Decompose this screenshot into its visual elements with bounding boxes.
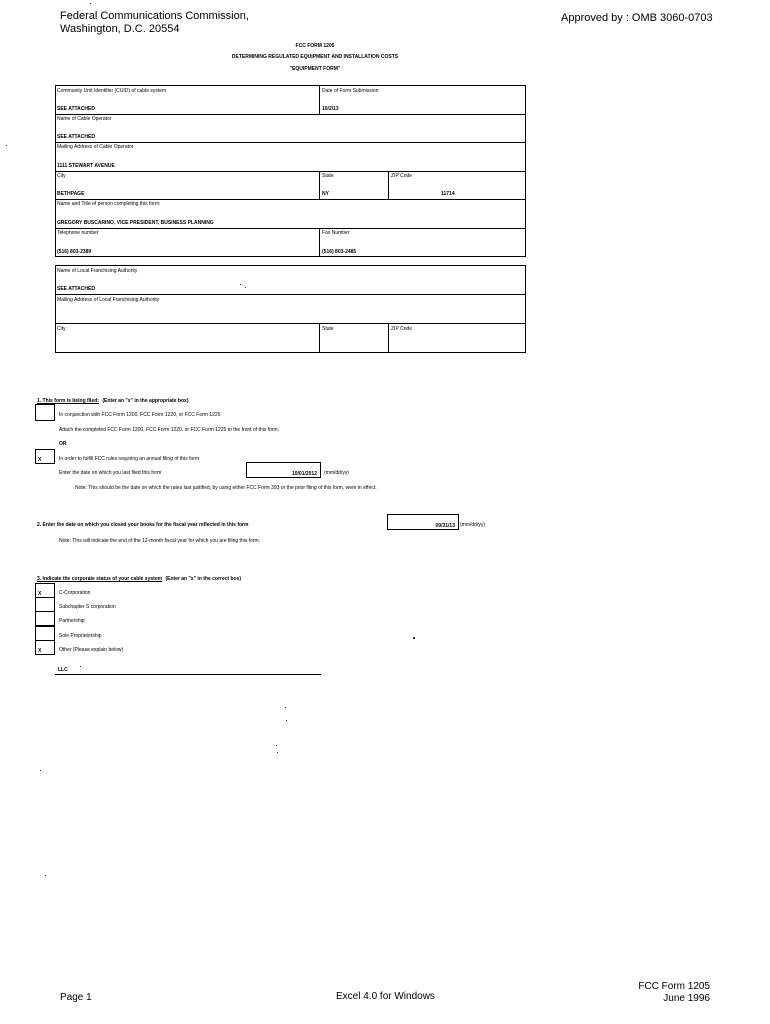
q3-instruction: (Enter an "x" in the correct box) [165,576,242,582]
telephone-label: Telephone number [57,230,99,236]
submission-date-label: Date of Form Submission [322,88,379,94]
q2-date-value: 09/31/13 [435,523,455,529]
q1-option-b-checkbox[interactable] [35,449,55,464]
q1-date-prompt: Enter the date on which you last filed this form [59,470,162,476]
lfa-state-label: State [322,326,334,332]
q3-sole-prop-label: Sole Proprietorship [59,633,102,639]
q3-partnership-label: Partnership [59,618,85,624]
operator-name-label: Name of Cable Operator [57,116,112,122]
q1-attach-note: Attach the completed FCC Form 1200, FCC Form 1220, or FCC Form 1225 to the front of this form. [59,427,280,433]
footer-form-name: FCC Form 1205 [638,981,710,992]
form-subtitle: "EQUIPMENT FORM" [289,66,341,72]
lfa-name-label: Name of Local Franchising Authority [57,268,138,274]
form-title: DETERMINING REGULATED EQUIPMENT AND INSTALLATION COSTS [231,54,399,60]
q2-date-field[interactable] [387,514,459,530]
preparer-label: Name and Title of person completing this form: [57,201,161,207]
q1-or-label: OR [59,441,67,447]
q3-other-checkbox[interactable] [35,640,55,655]
q2-title: 2. Enter the date on which you closed your books for the fiscal year reflected in this form [37,522,249,528]
operator-zip-value: 11714 [441,191,455,197]
q3-c-corp-checkbox[interactable] [35,583,55,598]
q1-date-field[interactable] [246,462,321,478]
q3-explanation-line[interactable] [55,674,321,675]
q3-option-row [35,611,215,626]
q3-options-list [35,583,215,658]
operator-state-value: NY [322,191,329,197]
q3-option-row [35,583,215,598]
operator-city-label: City [57,173,66,179]
q3-sole-prop-checkbox[interactable] [35,626,55,641]
q3-c-corp-label: C-Corporation [59,590,91,596]
q3-option-row [35,640,215,655]
lfa-name-value: SEE ATTACHED [57,286,95,292]
q1-option-b-label: In order to fulfill FCC rules requiring an annual filing of this form [59,456,200,462]
q3-option-row [35,626,215,641]
fax-label: Fax Number [322,230,350,236]
preparer-value: GREGORY BUSCARINO, VICE PRESIDENT, BUSINESS PLANNING [57,220,214,226]
q1-date-format: (mm/dd/yy) [324,470,349,476]
page-number: Page 1 [60,992,92,1003]
q3-other-label: Other (Please explain below) [59,647,124,653]
q1-date-value: 10/01/2012 [291,471,317,477]
agency-name: Federal Communications Commission, [60,10,249,22]
q3-title [37,576,241,582]
operator-state-label: State [322,173,334,179]
q3-option-row [35,597,215,612]
telephone-value: (516) 803-2389 [57,249,92,255]
operator-city-value: BETHPAGE [57,191,85,197]
q1-instruction: (Enter an "x" in the appropriate box) [102,398,189,404]
q3-title-text: 3. Indicate the corporate status of your cable system [37,576,163,582]
q1-note: Note: This should be the date on which the rates last justified, by using either FCC Form 393 or the prior filing of this form, were in effect. [75,485,377,491]
operator-name-value: SEE ATTACHED [57,134,95,140]
submission-date-value: 10/2/13 [322,106,339,112]
lfa-city-label: City [57,326,66,332]
q1-option-b-mark: X [38,457,42,463]
cuid-label: Community Unit Identifier (CUID) of cable system [57,88,167,94]
q3-s-corp-label: Subchapter S corporation [59,604,116,610]
omb-approval: Approved by : OMB 3060-0703 [561,12,713,24]
agency-address: Washington, D.C. 20554 [60,23,180,35]
q1-option-a-checkbox[interactable] [35,404,55,421]
q3-s-corp-checkbox[interactable] [35,597,55,612]
operator-mailing-value: 1111 STEWART AVENUE [57,163,115,169]
q1-option-a-label: In conjunction with FCC Form 1200, FCC Form 1220, or FCC Form 1225 [59,412,221,418]
lfa-mailing-label: Mailing Address of Local Franchising Authority [57,297,160,303]
q1-title [37,398,188,404]
operator-mailing-label: Mailing Address of Cable Operator [57,144,134,150]
fax-value: (516) 803-2485 [322,249,357,255]
q3-explanation-value: LLC [58,667,68,673]
footer-form-date: June 1996 [663,993,710,1004]
cuid-value: SEE ATTACHED [57,106,95,112]
lfa-info-table [55,265,526,353]
q3-other-mark: X [38,648,42,654]
q1-title-text: 1. This form is being filed: [37,398,99,404]
q2-note: Note: This will indicate the end of the 12-month fiscal year for which you are filing this form. [59,538,261,544]
form-number: FCC FORM 1205 [295,43,335,49]
operator-zip-label: ZIP Code [391,173,413,179]
software-version: Excel 4.0 for Windows [336,991,435,1002]
q2-date-format: (mm/dd/yy) [460,522,485,528]
q3-c-corp-mark: X [38,591,42,597]
q3-partnership-checkbox[interactable] [35,611,55,626]
lfa-zip-label: ZIP Code [391,326,413,332]
